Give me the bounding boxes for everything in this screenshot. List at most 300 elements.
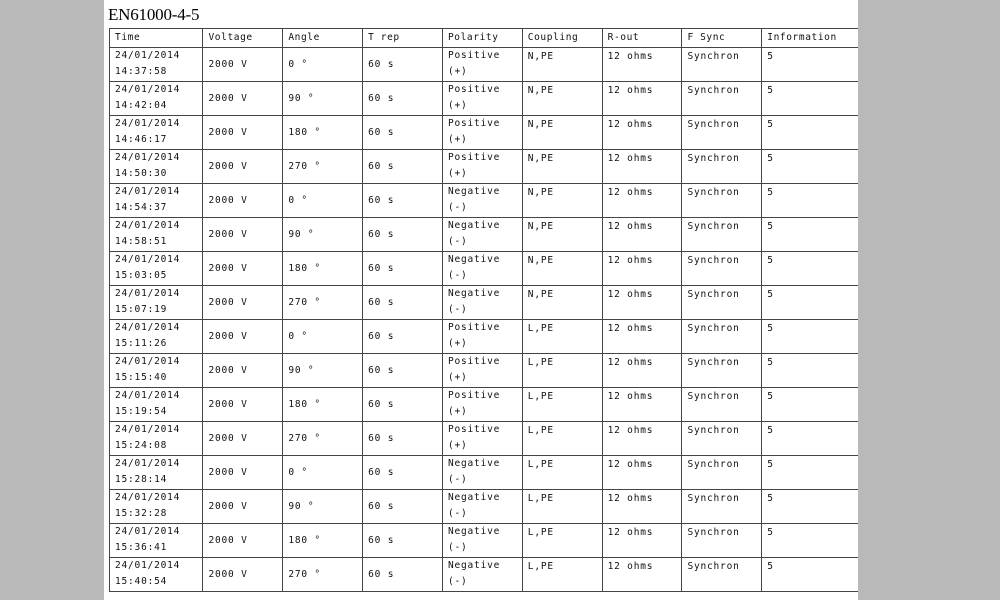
f-sync-text: Synchron [687,187,740,198]
report-sheet [104,0,858,600]
angle-cell [283,388,363,422]
r-out-cell [602,150,682,184]
information-cell [762,150,858,184]
table-row [110,184,859,218]
f-sync-cell [682,184,762,218]
f-sync-text: Synchron [687,425,740,436]
coupling-text: N,PE [527,153,554,164]
angle-text: 270 ° [288,297,321,308]
polarity-text: Negative [447,220,501,231]
coupling-cell [522,48,602,82]
header-row [110,29,859,48]
information-cell [762,116,858,150]
voltage-text: 2000 V [208,59,248,70]
f-sync-text: Synchron [687,221,740,232]
table-row [110,388,859,422]
table-row [110,218,859,252]
f-sync-text: Synchron [687,153,740,164]
information-cell [762,422,858,456]
f-sync-text: Synchron [687,85,740,96]
t-rep-text: 60 s [368,467,395,478]
r-out-text: 12 ohms [607,357,654,368]
polarity-cell [442,388,522,422]
f-sync-text: Synchron [687,561,740,572]
voltage-text: 2000 V [208,467,248,478]
date-text: 24/01/2014 [115,492,181,503]
time-text: 15:32:28 [115,508,168,519]
date-text: 24/01/2014 [115,390,181,401]
polarity-cell [442,184,522,218]
f-sync-text: Synchron [687,459,740,470]
information-cell [762,286,858,320]
r-out-text: 12 ohms [607,85,654,96]
f-sync-cell [682,388,762,422]
voltage-text: 2000 V [208,229,248,240]
time-text: 14:50:30 [115,168,168,179]
information-text: 5 [767,527,774,538]
coupling-cell [522,456,602,490]
voltage-text: 2000 V [208,365,248,376]
coupling-text: N,PE [527,221,554,232]
f-sync-cell [682,320,762,354]
voltage-text: 2000 V [208,433,248,444]
f-sync-cell [682,524,762,558]
information-text: 5 [767,153,774,164]
time-text: 14:54:37 [115,202,168,213]
information-text: 5 [767,289,774,300]
r-out-cell [602,354,682,388]
table-row [110,48,859,82]
information-cell [762,456,858,490]
time-cell [110,558,203,592]
r-out-cell [602,456,682,490]
table-row [110,456,859,490]
polarity-sign: (-) [447,474,468,485]
polarity-sign: (+) [447,338,468,349]
table-row [110,82,859,116]
polarity-sign: (-) [447,202,468,213]
coupling-cell [522,524,602,558]
information-cell [762,524,858,558]
table-row [110,524,859,558]
t-rep-text: 60 s [368,569,395,580]
f-sync-text: Synchron [687,51,740,62]
polarity-sign: (-) [447,236,468,247]
polarity-sign: (+) [447,406,468,417]
time-text: 15:11:26 [115,338,168,349]
t-rep-cell [363,48,443,82]
r-out-text: 12 ohms [607,187,654,198]
coupling-cell [522,116,602,150]
information-cell [762,388,858,422]
information-cell [762,320,858,354]
coupling-text: N,PE [527,289,554,300]
r-out-cell [602,252,682,286]
polarity-cell [442,320,522,354]
date-text: 24/01/2014 [115,322,181,333]
time-cell [110,252,203,286]
t-rep-cell [363,422,443,456]
polarity-sign: (+) [447,372,468,383]
r-out-text: 12 ohms [607,119,654,130]
information-cell [762,558,858,592]
table-row [110,558,859,592]
time-text: 14:42:04 [115,100,168,111]
information-cell [762,184,858,218]
r-out-text: 12 ohms [607,323,654,334]
time-text: 15:07:19 [115,304,168,315]
voltage-cell [203,82,283,116]
coupling-text: L,PE [527,459,554,470]
time-cell [110,150,203,184]
information-text: 5 [767,493,774,504]
polarity-text: Negative [447,288,501,299]
information-text: 5 [767,187,774,198]
information-text: 5 [767,357,774,368]
voltage-cell [203,116,283,150]
header-time: Time [110,29,203,48]
polarity-cell [442,82,522,116]
r-out-cell [602,320,682,354]
coupling-text: N,PE [527,187,554,198]
voltage-cell [203,48,283,82]
t-rep-text: 60 s [368,433,395,444]
voltage-cell [203,524,283,558]
test-log-table [109,28,858,592]
coupling-cell [522,150,602,184]
voltage-text: 2000 V [208,501,248,512]
t-rep-text: 60 s [368,93,395,104]
angle-text: 180 ° [288,263,321,274]
polarity-sign: (+) [447,66,468,77]
date-text: 24/01/2014 [115,220,181,231]
time-cell [110,116,203,150]
t-rep-cell [363,320,443,354]
coupling-cell [522,252,602,286]
time-cell [110,320,203,354]
information-cell [762,252,858,286]
polarity-sign: (-) [447,304,468,315]
coupling-text: N,PE [527,85,554,96]
date-text: 24/01/2014 [115,84,181,95]
voltage-text: 2000 V [208,535,248,546]
f-sync-cell [682,48,762,82]
f-sync-text: Synchron [687,391,740,402]
polarity-cell [442,558,522,592]
information-text: 5 [767,221,774,232]
polarity-sign: (-) [447,508,468,519]
angle-cell [283,48,363,82]
voltage-text: 2000 V [208,399,248,410]
r-out-text: 12 ohms [607,289,654,300]
polarity-cell [442,456,522,490]
angle-cell [283,490,363,524]
f-sync-cell [682,456,762,490]
polarity-sign: (+) [447,134,468,145]
polarity-cell [442,354,522,388]
time-cell [110,218,203,252]
f-sync-cell [682,252,762,286]
coupling-text: L,PE [527,357,554,368]
date-text: 24/01/2014 [115,254,181,265]
information-text: 5 [767,561,774,572]
information-text: 5 [767,119,774,130]
information-cell [762,354,858,388]
table-body [110,48,859,592]
t-rep-cell [363,286,443,320]
header-f-sync: F Sync [682,29,762,48]
coupling-cell [522,388,602,422]
r-out-cell [602,218,682,252]
time-cell [110,388,203,422]
information-text: 5 [767,51,774,62]
voltage-text: 2000 V [208,331,248,342]
t-rep-text: 60 s [368,263,395,274]
coupling-cell [522,320,602,354]
polarity-sign: (-) [447,270,468,281]
polarity-cell [442,252,522,286]
t-rep-text: 60 s [368,535,395,546]
t-rep-text: 60 s [368,365,395,376]
polarity-text: Negative [447,560,501,571]
time-cell [110,456,203,490]
polarity-sign: (-) [447,542,468,553]
coupling-cell [522,286,602,320]
t-rep-cell [363,116,443,150]
polarity-cell [442,524,522,558]
f-sync-text: Synchron [687,289,740,300]
table-row [110,320,859,354]
polarity-text: Negative [447,492,501,503]
t-rep-cell [363,558,443,592]
f-sync-cell [682,116,762,150]
time-cell [110,82,203,116]
angle-text: 270 ° [288,433,321,444]
polarity-text: Negative [447,186,501,197]
polarity-sign: (+) [447,168,468,179]
f-sync-cell [682,490,762,524]
angle-text: 90 ° [288,229,315,240]
angle-text: 0 ° [288,467,308,478]
coupling-text: L,PE [527,561,554,572]
angle-cell [283,524,363,558]
voltage-cell [203,286,283,320]
r-out-cell [602,524,682,558]
polarity-text: Positive [447,84,501,95]
coupling-text: L,PE [527,391,554,402]
date-text: 24/01/2014 [115,356,181,367]
t-rep-text: 60 s [368,297,395,308]
angle-cell [283,456,363,490]
f-sync-cell [682,286,762,320]
voltage-cell [203,320,283,354]
time-cell [110,422,203,456]
polarity-cell [442,48,522,82]
polarity-sign: (+) [447,100,468,111]
voltage-text: 2000 V [208,161,248,172]
t-rep-text: 60 s [368,229,395,240]
r-out-cell [602,184,682,218]
voltage-cell [203,422,283,456]
date-text: 24/01/2014 [115,458,181,469]
t-rep-cell [363,354,443,388]
t-rep-cell [363,456,443,490]
header-t-rep: T rep [363,29,443,48]
angle-text: 180 ° [288,127,321,138]
r-out-cell [602,422,682,456]
t-rep-text: 60 s [368,331,395,342]
time-cell [110,490,203,524]
voltage-cell [203,490,283,524]
information-text: 5 [767,323,774,334]
r-out-text: 12 ohms [607,561,654,572]
f-sync-text: Synchron [687,255,740,266]
time-text: 14:37:58 [115,66,168,77]
document-title: EN61000-4-5 [108,5,200,24]
date-text: 24/01/2014 [115,50,181,61]
voltage-text: 2000 V [208,297,248,308]
polarity-cell [442,150,522,184]
polarity-text: Positive [447,152,501,163]
r-out-text: 12 ohms [607,221,654,232]
f-sync-text: Synchron [687,527,740,538]
angle-cell [283,82,363,116]
time-cell [110,524,203,558]
angle-text: 270 ° [288,161,321,172]
time-text: 15:36:41 [115,542,168,553]
r-out-text: 12 ohms [607,255,654,266]
voltage-text: 2000 V [208,127,248,138]
angle-cell [283,320,363,354]
coupling-cell [522,184,602,218]
f-sync-cell [682,422,762,456]
polarity-text: Positive [447,424,501,435]
angle-cell [283,286,363,320]
angle-text: 180 ° [288,535,321,546]
voltage-cell [203,184,283,218]
table-row [110,150,859,184]
information-text: 5 [767,255,774,266]
polarity-text: Positive [447,50,501,61]
r-out-cell [602,48,682,82]
coupling-text: L,PE [527,493,554,504]
table-row [110,116,859,150]
information-text: 5 [767,85,774,96]
t-rep-cell [363,150,443,184]
voltage-cell [203,218,283,252]
angle-text: 0 ° [288,331,308,342]
t-rep-text: 60 s [368,161,395,172]
polarity-text: Positive [447,356,501,367]
voltage-cell [203,354,283,388]
polarity-text: Negative [447,458,501,469]
polarity-text: Positive [447,118,501,129]
coupling-text: N,PE [527,255,554,266]
voltage-text: 2000 V [208,195,248,206]
t-rep-cell [363,82,443,116]
r-out-cell [602,558,682,592]
coupling-text: N,PE [527,119,554,130]
angle-cell [283,252,363,286]
f-sync-cell [682,218,762,252]
r-out-cell [602,388,682,422]
date-text: 24/01/2014 [115,152,181,163]
time-text: 15:15:40 [115,372,168,383]
polarity-text: Negative [447,254,501,265]
coupling-cell [522,422,602,456]
t-rep-cell [363,218,443,252]
table-row [110,286,859,320]
angle-cell [283,558,363,592]
coupling-text: L,PE [527,425,554,436]
information-text: 5 [767,459,774,470]
polarity-sign: (-) [447,576,468,587]
coupling-text: L,PE [527,527,554,538]
information-cell [762,48,858,82]
time-cell [110,48,203,82]
date-text: 24/01/2014 [115,526,181,537]
date-text: 24/01/2014 [115,118,181,129]
voltage-cell [203,558,283,592]
f-sync-text: Synchron [687,493,740,504]
time-text: 15:28:14 [115,474,168,485]
voltage-cell [203,388,283,422]
angle-text: 90 ° [288,93,315,104]
date-text: 24/01/2014 [115,424,181,435]
angle-cell [283,218,363,252]
polarity-sign: (+) [447,440,468,451]
t-rep-text: 60 s [368,127,395,138]
t-rep-text: 60 s [368,195,395,206]
r-out-cell [602,286,682,320]
time-cell [110,354,203,388]
f-sync-cell [682,558,762,592]
polarity-cell [442,116,522,150]
r-out-text: 12 ohms [607,527,654,538]
r-out-cell [602,116,682,150]
table-row [110,490,859,524]
polarity-text: Negative [447,526,501,537]
information-cell [762,82,858,116]
t-rep-cell [363,184,443,218]
polarity-cell [442,218,522,252]
r-out-text: 12 ohms [607,459,654,470]
time-text: 15:19:54 [115,406,168,417]
table-row [110,252,859,286]
f-sync-text: Synchron [687,323,740,334]
date-text: 24/01/2014 [115,186,181,197]
information-text: 5 [767,391,774,402]
angle-text: 90 ° [288,365,315,376]
information-cell [762,490,858,524]
header-angle: Angle [283,29,363,48]
time-cell [110,184,203,218]
table-row [110,354,859,388]
voltage-cell [203,456,283,490]
t-rep-cell [363,524,443,558]
angle-cell [283,184,363,218]
t-rep-cell [363,490,443,524]
r-out-text: 12 ohms [607,425,654,436]
t-rep-cell [363,388,443,422]
coupling-cell [522,490,602,524]
date-text: 24/01/2014 [115,288,181,299]
polarity-cell [442,286,522,320]
angle-cell [283,422,363,456]
f-sync-cell [682,82,762,116]
r-out-cell [602,82,682,116]
angle-text: 270 ° [288,569,321,580]
